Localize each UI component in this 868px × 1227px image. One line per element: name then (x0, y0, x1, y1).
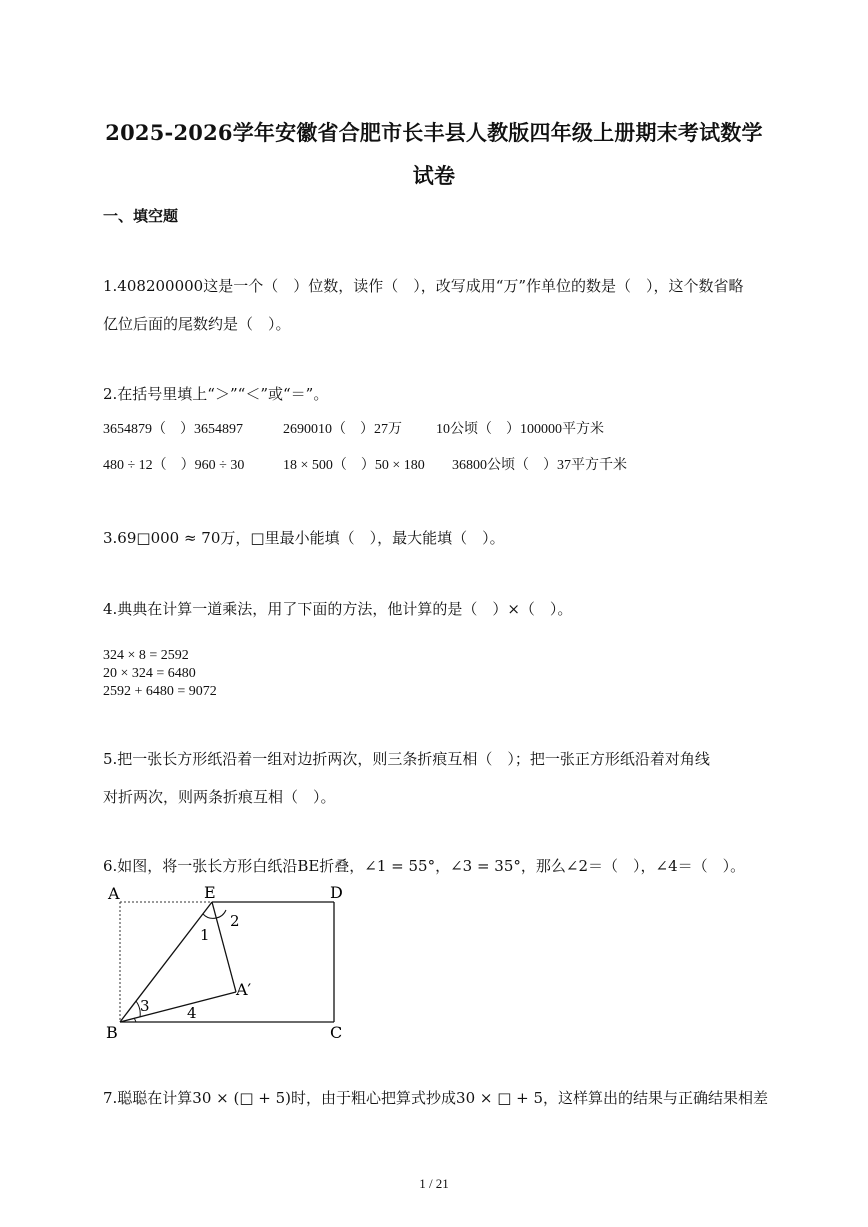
compare-item: 18 × 500（ ）50 × 180 (283, 458, 425, 473)
angle-4-label: 4 (187, 1004, 197, 1022)
label-a-prime: A′ (236, 980, 252, 999)
question-2-stem: 2.在括号里填上“＞”“＜”或“＝”。 (103, 385, 329, 403)
angle-1-label: 1 (200, 926, 210, 944)
question-6-stem: 6.如图，将一张长方形白纸沿BE折叠，∠1 = 55°，∠3 = 35°，那么∠2＝（ ），∠4＝（ ）。 (103, 857, 746, 875)
calc-line-2: 20 × 324 = 6480 (103, 666, 196, 681)
question-1-line-1: 1.408200000这是一个（ ）位数，读作（ ），改写成用“万”作单位的数是（ ），这个数省略 (103, 277, 744, 295)
question-4-stem: 4.典典在计算一道乘法，用了下面的方法，他计算的是（ ）×（ ）。 (103, 600, 573, 618)
question-5-line-2: 对折两次，则两条折痕互相（ ）。 (103, 788, 336, 806)
page-title: 2025-2026学年安徽省合肥市长丰县人教版四年级上册期末考试数学 (105, 120, 763, 145)
compare-item: 2690010（ ）27万 (283, 422, 402, 437)
compare-item: 480 ÷ 12（ ）960 ÷ 30 (103, 458, 245, 473)
label-b: B (106, 1023, 118, 1042)
label-e: E (204, 883, 216, 902)
calc-line-3: 2592 + 6480 = 9072 (103, 684, 217, 699)
section-heading-fill-blanks: 一、填空题 (103, 207, 179, 225)
compare-item: 36800公顷（ ）37平方千米 (452, 458, 627, 473)
angle-2-label: 2 (230, 912, 240, 930)
question-5-line-1: 5.把一张长方形纸沿着一组对边折两次，则三条折痕互相（ ）；把一张正方形纸沿着对角线 (103, 750, 710, 768)
folded-rectangle-figure (100, 880, 360, 1045)
calc-line-1: 324 × 8 = 2592 (103, 648, 189, 663)
question-3: 3.69□000 ≈ 70万，□里最小能填（ ），最大能填（ ）。 (103, 529, 505, 547)
compare-item: 3654879（ ）3654897 (103, 422, 243, 437)
compare-item: 10公顷（ ）100000平方米 (436, 422, 604, 437)
page-title-continued: 试卷 (412, 163, 456, 188)
page-number: 1 / 21 (419, 1176, 449, 1191)
label-c: C (330, 1023, 343, 1042)
label-a: A (108, 884, 120, 903)
angle-3-label: 3 (140, 997, 150, 1015)
question-1-line-2: 亿位后面的尾数约是（ ）。 (103, 315, 291, 333)
question-7: 7.聪聪在计算30 × (□ + 5)时，由于粗心把算式抄成30 × □ + 5，这样算出的结果与正确结果相差 (103, 1089, 769, 1107)
label-d: D (330, 883, 343, 902)
